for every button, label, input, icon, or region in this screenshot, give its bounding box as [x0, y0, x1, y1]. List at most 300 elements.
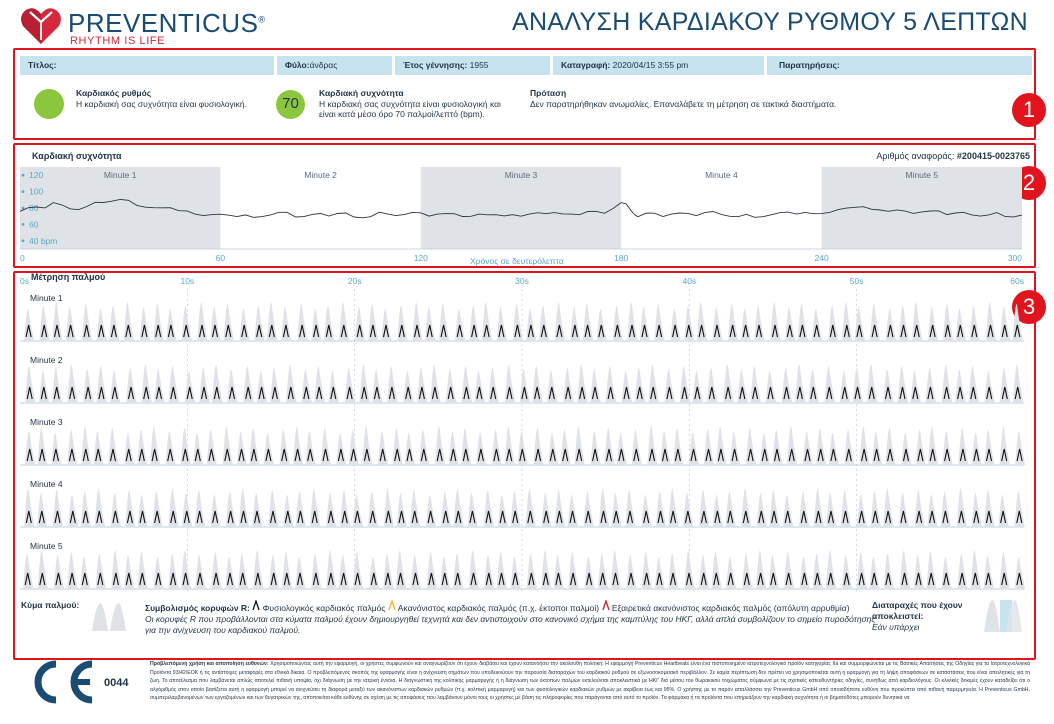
pulse-wave: [468, 493, 478, 527]
pulse-wave: [38, 428, 48, 465]
pulse-wave: [872, 431, 882, 465]
pulse-wave: [604, 428, 614, 465]
pulse-wave: [302, 369, 313, 403]
pulse-wave: [441, 492, 451, 527]
pulse-wave: [142, 364, 153, 403]
pulse-wave: [482, 302, 492, 341]
pulse-wave: [505, 364, 516, 403]
pulse-wave: [67, 552, 77, 589]
pulse-wave: [360, 364, 371, 403]
pulse-wave: [111, 493, 121, 527]
pulse-wave: [224, 304, 234, 341]
pulse-wave: [137, 430, 147, 465]
pulse-wave: [95, 488, 105, 527]
pulse-wave: [1013, 364, 1024, 403]
y-tick-label: 40 bpm: [29, 235, 58, 246]
time-tick-label: 20s: [347, 276, 362, 286]
rhythm-summary: Καρδιακός ρυθμός Η καρδιακή σας συχνότητα είναι φυσιολογική.: [76, 88, 247, 109]
pulse-wave: [816, 428, 826, 465]
pulse-wave: [585, 557, 595, 589]
pulse-row-label: Minute 1: [30, 293, 63, 303]
pulse-wave: [826, 550, 836, 589]
time-tick-label: 60s: [1010, 276, 1024, 286]
pulse-wave: [40, 306, 50, 341]
pulse-wave: [728, 304, 738, 341]
pulse-wave: [622, 371, 633, 403]
pulse-wave: [798, 304, 808, 341]
pulse-wave: [1015, 492, 1025, 527]
pulse-wave: [430, 364, 441, 403]
pulse-wave: [296, 492, 306, 527]
pulse-wave: [237, 431, 247, 465]
pulse-wave: [984, 490, 994, 527]
pulse-wave: [883, 369, 894, 403]
pulse-wave: [842, 555, 852, 589]
pulse-wave: [223, 426, 233, 465]
pulse-wave: [349, 430, 359, 465]
pulse-wave: [126, 368, 137, 403]
pulse-wave: [239, 488, 249, 527]
pulse-wave: [942, 364, 953, 403]
pulse-row-label: Minute 2: [30, 355, 63, 365]
pulse-wave: [742, 554, 752, 589]
pulse-wave: [283, 495, 293, 527]
pulse-wave: [539, 306, 549, 341]
pulse-wave: [257, 371, 268, 403]
x-tick-label: 60: [215, 253, 226, 263]
pulse-wave: [505, 426, 515, 465]
gender-cell: Φύλο:άνδρας: [277, 56, 392, 75]
pulse-wave: [828, 306, 838, 341]
pulse-wave: [110, 371, 121, 403]
r-peak-note: Οι κορυφές R που προβάλλονται στα κύματα παλμού έχουν δημιουργηθεί τεχνητά και δεν αντιστοιχούν στο κανονικό σχήμα της καμπύλης του ΗΚΓ, αλλά απλά συμβολίζουν το σημείο πυροδότησης για την ανίχνευση του καρδιακού παλμού.: [145, 614, 876, 635]
pulse-wave: [281, 307, 291, 341]
pulse-wave: [612, 493, 622, 527]
pulse-wave: [1015, 431, 1025, 465]
pulse-wave: [699, 490, 709, 527]
pulse-wave: [355, 307, 365, 341]
notes-cell: Παρατηρήσεις:: [767, 56, 1032, 75]
pulse-row-label: Minute 3: [30, 417, 63, 427]
pulse-wave: [435, 426, 445, 465]
brand-tagline: RHYTHM IS LIFE: [70, 35, 166, 47]
y-tick-dot: [22, 190, 25, 193]
pulse-title: Μέτρηση παλμού: [31, 272, 106, 282]
pulse-wave: [425, 307, 435, 341]
minute-label: Minute 2: [304, 170, 337, 180]
pulse-wave: [417, 368, 428, 403]
pulse-wave: [738, 369, 749, 403]
pulse-wave: [475, 371, 486, 403]
pulse-wave: [583, 304, 593, 341]
pulse-wave: [324, 306, 334, 341]
pulse-wave: [527, 554, 537, 589]
pulse-wave: [24, 488, 34, 527]
legend-pulse-wave-label: Κύμα παλμού:: [21, 600, 80, 610]
pulse-wave: [462, 366, 473, 403]
pulse-wave: [439, 304, 449, 341]
pulse-wave: [841, 490, 851, 527]
pulse-wave: [195, 490, 205, 527]
pulse-wave: [326, 493, 336, 527]
time-tick-label: 0s: [20, 276, 29, 286]
normal-beat-icon: [252, 600, 260, 611]
pulse-wave: [326, 550, 336, 589]
summary-info-bar: [20, 56, 1032, 75]
report-title: ΑΝΑΛΥΣΗ ΚΑΡΔΙΑΚΟΥ ΡΥΘΜΟΥ 5 ΛΕΠΤΩΝ: [512, 8, 1028, 36]
pulse-wave: [312, 309, 322, 341]
pulse-wave: [97, 309, 107, 341]
pulse-wave: [181, 428, 191, 465]
pulse-wave: [741, 488, 751, 527]
pulse-wave: [986, 302, 996, 341]
pulse-wave: [548, 433, 558, 465]
pulse-wave: [726, 557, 736, 589]
pulse-wave: [1013, 304, 1023, 341]
pulse-wave: [53, 490, 63, 527]
pulse-wave: [943, 431, 953, 465]
pulse-wave: [484, 555, 494, 589]
pulse-wave: [469, 550, 479, 589]
pulse-row-label: Minute 4: [30, 479, 63, 489]
pulse-wave: [956, 309, 966, 341]
pulse-wave: [853, 368, 864, 403]
minute-label: Minute 4: [705, 170, 738, 180]
brand-name: PREVENTICUS®: [68, 8, 266, 38]
pulse-wave: [52, 368, 62, 403]
pulse-wave: [109, 306, 119, 341]
pulse-wave: [871, 492, 881, 527]
pulse-wave: [321, 428, 331, 465]
pulse-wave: [783, 495, 793, 527]
pulse-wave: [825, 366, 836, 403]
pulse-wave: [513, 304, 523, 341]
pulse-wave: [125, 490, 135, 527]
pulse-wave: [693, 371, 704, 403]
pulse-wave: [809, 369, 820, 403]
pulse-wave: [671, 309, 681, 341]
pulse-wave: [857, 552, 867, 589]
pulse-wave: [673, 428, 683, 465]
pulse-wave: [154, 304, 164, 341]
pulse-wave: [1000, 552, 1010, 589]
pulse-wave: [842, 302, 852, 341]
pulse-wave: [212, 364, 223, 403]
pulse-row-2: [20, 355, 1024, 403]
pulse-wave: [497, 552, 507, 589]
pulse-wave: [454, 488, 464, 527]
pulse-wave: [427, 552, 437, 589]
pulse-row-4: [20, 479, 1025, 527]
pulse-wave: [665, 369, 676, 403]
pulse-chart: [16, 271, 1028, 597]
pulse-wave: [253, 550, 263, 589]
pulse-wave: [306, 431, 316, 465]
pulse-wave: [461, 428, 471, 465]
pulse-wave: [227, 369, 238, 403]
badge-3: 3: [1012, 290, 1046, 324]
pulse-wave: [899, 306, 909, 341]
pulse-wave: [182, 306, 192, 341]
pulse-wave: [942, 557, 952, 589]
pulse-wave: [267, 302, 277, 341]
y-tick-dot: [22, 207, 25, 210]
pulse-wave: [419, 430, 429, 465]
pulse-wave: [683, 493, 693, 527]
pulse-wave: [51, 433, 61, 465]
pulse-wave: [353, 552, 363, 589]
pulse-wave: [410, 490, 420, 527]
pulse-wave: [649, 364, 660, 403]
pulse-wave: [656, 492, 666, 527]
pulse-wave: [750, 366, 761, 403]
pulse-wave: [449, 431, 459, 465]
pulse-wave: [339, 555, 349, 589]
pulse-wave: [814, 488, 824, 527]
pulse-wave: [770, 490, 780, 527]
pulse-wave: [795, 364, 806, 403]
pulse-wave: [381, 309, 391, 341]
pulse-wave: [339, 302, 349, 341]
pulse-wave: [518, 431, 528, 465]
pulse-row-3: [20, 417, 1025, 465]
time-tick-label: 50s: [849, 276, 864, 286]
pulse-wave: [282, 552, 292, 589]
pulse-wave: [469, 306, 479, 341]
pulse-wave: [387, 366, 398, 403]
pulse-wave: [635, 368, 645, 403]
time-tick-label: 10s: [180, 276, 195, 286]
heart-rate-chart: [20, 163, 1022, 265]
pulse-wave: [883, 488, 893, 527]
pulse-wave: [916, 430, 926, 465]
pulse-wave: [654, 304, 664, 341]
title-cell: Τίτλος:: [20, 56, 274, 75]
pulse-wave: [197, 302, 207, 341]
pulse-wave: [440, 557, 450, 589]
pulse-row-5: [20, 541, 1025, 589]
pulse-wave: [943, 304, 953, 341]
pulse-row-label: Minute 5: [30, 541, 63, 551]
pulse-wave: [25, 431, 35, 465]
pulse-wave: [453, 554, 463, 589]
pulse-wave: [238, 554, 248, 589]
pulse-wave: [716, 426, 726, 465]
pulse-wave: [855, 307, 865, 341]
pulse-wave: [526, 488, 536, 527]
pulse-wave: [68, 495, 78, 527]
pulse-wave: [984, 555, 994, 589]
pulse-wave: [397, 493, 407, 527]
pulse-wave: [955, 369, 966, 403]
pulse-wave: [23, 554, 33, 589]
y-tick-label: 120: [29, 170, 44, 181]
pulse-wave: [297, 304, 307, 341]
pulse-wave: [182, 493, 192, 527]
y-tick-dot: [22, 239, 25, 242]
pulse-wave: [140, 307, 150, 341]
pulse-wave: [270, 368, 280, 403]
pulse-wave: [799, 492, 809, 527]
pulse-wave: [1000, 426, 1010, 465]
pulse-wave: [368, 492, 378, 527]
legend-r-peak-symbols: Συμβολισμός κορυφών R: Φυσιολογικός καρδιακός παλμός Ακανόνιστος καρδιακός παλμός (π.χ. έκτοποι παλμοί) Εξαιρετικά ακανόνιστος καρδιακός παλμός (απόλυτη αρρυθμία) Οι κορυφές R που προβάλλονται στα κύματα παλμού έχουν δημιουργηθεί τεχνητά και δεν αντιστοιχούν στο κανονικό σχήμα της καμπύλης του ΗΚΓ, αλλά απλά συμβολίζουν το σημείο πυροδότησης για την ανίχνευση του καρδιακού παλμού.: [145, 600, 880, 636]
pulse-wave: [730, 431, 740, 465]
pulse-wave: [393, 428, 403, 465]
pulse-wave: [54, 555, 64, 589]
ce-mark-icon: [22, 660, 98, 704]
pulse-wave: [315, 366, 326, 403]
pulse-wave: [899, 493, 909, 527]
pulse-wave: [383, 554, 393, 589]
pulse-wave: [746, 428, 756, 465]
excluded-disorders: Διαταραχές που έχουν αποκλειστεί: Εάν υπάρχει: [872, 600, 963, 632]
pulse-wave: [555, 490, 565, 527]
pulse-wave: [368, 304, 378, 341]
heart-rate-value-badge: 70: [276, 90, 305, 119]
pulse-wave: [83, 369, 94, 403]
pulse-wave: [269, 555, 279, 589]
pulse-wave: [647, 426, 657, 465]
pulse-wave: [372, 369, 383, 403]
pulse-wave: [340, 490, 350, 527]
pulse-wave: [532, 366, 543, 403]
pulse-wave: [568, 552, 578, 589]
pulse-wave: [668, 488, 678, 527]
pulse-wave: [886, 428, 896, 465]
pulse-wave: [362, 426, 372, 465]
pulse-wave: [252, 493, 262, 527]
pulse-wave: [826, 493, 836, 527]
pulse-wave: [497, 307, 507, 341]
pulse-wave: [770, 302, 780, 341]
pulse-wave: [405, 433, 415, 465]
pulse-wave: [984, 430, 994, 465]
pulse-wave: [782, 368, 793, 403]
pulse-wave: [726, 492, 736, 527]
pulse-wave: [52, 302, 62, 341]
pulse-wave: [547, 371, 558, 403]
pulse-wave: [625, 490, 635, 527]
pulse-wave: [769, 555, 779, 589]
pulse-wave: [255, 306, 265, 341]
pulse-wave: [632, 430, 642, 465]
pulse-wave: [668, 554, 678, 589]
pulse-wave: [860, 426, 870, 465]
pulse-wave: [554, 555, 564, 589]
pulse-wave: [914, 555, 924, 589]
pulse-wave: [396, 550, 406, 589]
pulse-wave: [492, 430, 502, 465]
ce-notified-body-number: 0044: [104, 677, 129, 689]
disclaimer-text: Προβλεπόμενη χρήση και αποποίηση ευθυνών: Χρησιμοποιώντας αυτή την εφαρμογή, οι χρήστες συμφωνούν και αναγνωρίζουν ότι έχουν διαβάσει και έχουν κατανοήσει την ακόλουθη πολιτική: Η εφαρμογή Preventicus Heartbeats είναι ένα πιστοποιημένο ιατροτεχνολογικό προϊόν κατηγορίας IIa και συμμορφώνεται με τις Βασικές Απαιτήσεις της Οδηγίας για τα Ιατροτεχνολογικά Προϊόντα 93/42/ΕΟΚ ή τις αντίστοιχες μεταφορές στα εθνικά δίκαια. Ο προβλεπόμενος σκοπός της εφαρμογής είναι η ανίχνευση σημάτων που υποδεικνύουν την παρουσία διαταραχών του καρδιακού ρυθμού σε εξωνοσοκομειακό περιβάλλον. Σε καμία περίπτωση δεν πρέπει να χρησιμοποιείται αυτή η εφαρμογή για τη λήψη αποφάσεων σε καταστάσεις που είναι απειλητικές για τη ζωή. Το αποτέλεσμα που λαμβάνεται απλώς αποτελεί πιθανή υποψία, όχι διάγνωση με την ιατρική έννοια. Η διαγνωστική της κολπικής μαρμαρυγής ή η διάγνωση των έκτοπων παλμών εκτελούνται αποκλειστικά με ΗΚΓ διά μέσου του θωρακικού τοιχώματος σύμφωνα με τις σχετικές κατευθυντήριες οδηγίες, συνήθως από καρδιολόγους. Οι κλινικές δοκιμές έχουν καταδείξει ότι ο αλγόριθμός στον οποίο βασίζεται αυτή η εφαρμογή μπορεί να ανιχνεύσει τη διαφορά μεταξύ των ακανόνιστων καρδιακών ρυθμών (π.χ. κολπική μαρμαρυγή) και των φυσιολογικών καρδιακών ρυθμών με ακρίβεια έως και 95%. Ο χρήστης με το παρόν απαλλάσσει την Preventicus GmbH από οποιαδήποτε ευθύνη που προκύπτει από πιθανή παρερμηνεία. Η Preventicus GmbH, συμπεριλαμβανομένων των εργαζομένων και των θυγατρικών της, αποποιείται κάθε ευθύνης σε σχέση με τις αποφάσεις που λαμβάνουν μόνοι τους οι χρήστες με βάση τις πληροφορίες που παράγονται από αυτό το προϊόν. Τα φάρμακα ή τα προϊόντα που επηρεάζουν την καρδιακή συχνότητα ή οι βηματοδότες μπορούν δυνητικά να: [150, 661, 1030, 702]
x-tick-label: 240: [814, 253, 829, 263]
pulse-wave: [80, 557, 90, 589]
pulse-wave: [181, 550, 191, 589]
y-tick-dot: [22, 223, 25, 226]
pulse-wave: [378, 431, 388, 465]
time-tick-label: 40s: [682, 276, 697, 286]
pulse-wave: [912, 302, 922, 341]
pulse-wave: [958, 554, 968, 589]
badge-2: 2: [1012, 166, 1046, 200]
preventicus-logo: [20, 4, 266, 48]
pulse-wave: [707, 368, 718, 403]
pulse-wave: [606, 366, 617, 403]
pulse-wave: [108, 428, 118, 465]
pulse-wave: [111, 550, 121, 589]
pulse-wave: [756, 550, 766, 589]
pulse-wave: [542, 493, 552, 527]
pulse-wave: [211, 552, 221, 589]
pulse-wave: [286, 364, 297, 403]
pulse-wave: [577, 364, 587, 403]
pulse-wave: [971, 550, 981, 589]
pulse-wave: [684, 550, 694, 589]
pulse-wave: [928, 307, 938, 341]
pulse-wave: [455, 309, 465, 341]
y-tick-label: 100: [29, 186, 44, 197]
pulse-wave: [97, 366, 107, 403]
pulse-wave: [25, 366, 36, 403]
pulse-wave: [24, 309, 34, 341]
pulse-wave: [555, 302, 565, 341]
pulse-wave: [541, 550, 551, 589]
pulse-wave: [1015, 557, 1025, 589]
heart-rate-x-axis-label: Χρόνος σε δευτερόλεπτα: [470, 256, 564, 266]
pulse-wave: [957, 488, 967, 527]
rhythm-status-dot: [34, 89, 64, 119]
pulse-wave: [154, 369, 165, 403]
pulse-wave: [195, 555, 205, 589]
y-tick-dot: [22, 174, 25, 177]
time-tick-label: 30s: [515, 276, 529, 286]
pulse-wave: [627, 302, 637, 341]
pulse-wave: [785, 307, 795, 341]
badge-1: 1: [1012, 93, 1046, 127]
pulse-wave: [82, 304, 92, 341]
pulse-wave: [803, 431, 813, 465]
pulse-wave: [613, 306, 623, 341]
pulse-wave: [169, 488, 179, 527]
pulse-wave: [590, 369, 601, 403]
pulse-wave: [712, 307, 722, 341]
pulse-wave: [867, 364, 878, 403]
pulse-wave: [575, 426, 585, 465]
pulse-wave: [520, 369, 530, 403]
pulse-wave: [124, 433, 134, 465]
pulse-wave: [1000, 307, 1010, 341]
pulse-wave: [124, 555, 134, 589]
pulse-wave: [958, 428, 968, 465]
pulse-wave: [484, 490, 494, 527]
pulse-wave: [345, 368, 356, 403]
pulse-wave: [928, 426, 938, 465]
pulse-wave: [611, 550, 621, 589]
pulse-wave: [498, 495, 508, 527]
pulse-wave: [570, 307, 580, 341]
recording-cell: Καταγραφή: 2020/04/15 3:55 pm: [553, 56, 764, 75]
y-tick-label: 80: [29, 203, 39, 213]
heart-rate-summary: Καρδιακή συχνότητα Η καρδιακή σας συχνότητα είναι φυσιολογική και είναι κατά μέσο όρο 70 παλμοί/λεπτό (bpm).: [319, 88, 501, 119]
pulse-wave: [81, 426, 91, 465]
pulse-wave: [640, 307, 650, 341]
recommendation-summary: Πρόταση Δεν παρατηρήθηκαν ανωμαλίες. Επαναλάβετε τη μέτρηση σε τακτικά διαστήματα.: [530, 88, 837, 109]
minute-label: Minute 3: [504, 170, 538, 180]
reference-number: Αριθμός αναφοράς: #200415-0023765: [876, 151, 1030, 161]
pulse-wave: [915, 490, 925, 527]
pulse-wave: [138, 552, 148, 589]
